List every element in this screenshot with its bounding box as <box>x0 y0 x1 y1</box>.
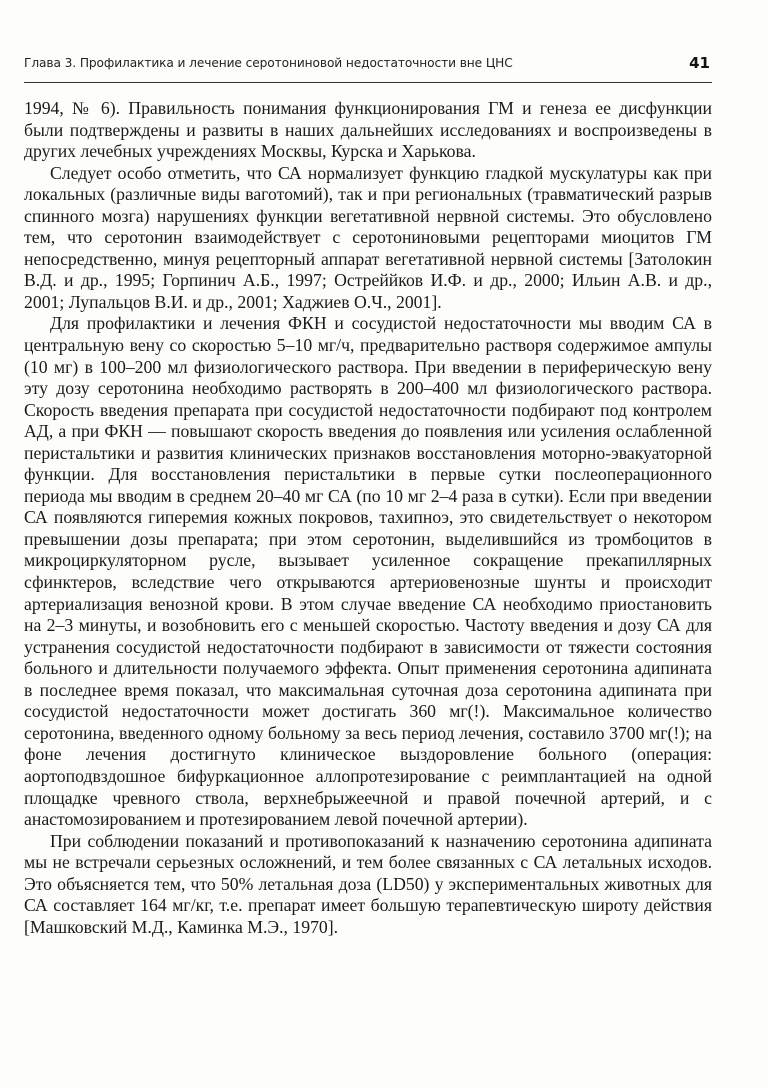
paragraph-safety: При соблюдении показаний и противопоказаний к назначению серотонина адипината мы не встречали серьезных осложнений, и тем более связанных с СА летальных исходов. Это объясняется тем, что 50% летальная доза (LD50) у экспериментальных животных для СА составляет 164 мг/кг, т.е. препарат имеет большую терапевтическую широту действия [Машковский М.Д., Каминка М.Э., 1970]. <box>24 830 712 937</box>
paragraph-smooth-muscle: Следует особо отметить, что СА нормализует функцию гладкой мускулатуры как при локальных (различные виды ваготомий), так и при региональных (травматический разрыв спинного мозга) нарушениях функции вегетативной нервной системы. Это обусловлено тем, что серотонин взаимодействует с серотониновыми рецепторами миоцитов ГМ непосредственно, минуя рецепторный аппарат вегетативной нервной системы [Затолокин В.Д. и др., 1995; Горпинич А.Б., 1997; Остреййков И.Ф. и др., 2000; Ильин А.В. и др., 2001; Лупальцов В.И. и др., 2001; Хаджиев О.Ч., 2001]. <box>24 162 712 312</box>
paragraph-dosing: Для профилактики и лечения ФКН и сосудистой недостаточности мы вводим СА в центральную вену со скоростью 5–10 мг/ч, предварительно растворя содержимое ампулы (10 мг) в 100–200 мл физиологического раствора. При введении в периферическую вену эту дозу серотонина необходимо растворять в 200–400 мл физиологического раствора. Скорость введения препарата при сосудистой недостаточности подбирают под контролем АД, а при ФКН — повышают скорость введения до появления или усиления ослабленной перистальтики и развития клинических признаков восстановления моторно-эвакуаторной функции. Для восстановления перистальтики в первые сутки послеоперационного периода мы вводим в среднем 20–40 мг СА (по 10 мг 2–4 раза в сутки). Если при введении СА появляются гиперемия кожных покровов, тахипноэ, это свидетельствует о некотором превышении дозы препарата; при этом серотонин, выделившийся из тромбоцитов в микроциркуляторном русле, вызывает усиленное сокращение прекапиллярных сфинктеров, вследствие чего открываются артериовенозные шунты и происходит артериализация венозной крови. В этом случае введение СА необходимо приостановить на 2–3 минуты, и возобновить его с меньшей скоростью. Частоту введения и дозу СА для устранения сосудистой недостаточности подбирают в зависимости от тяжести состояния больного и длительности получаемого эффекта. Опыт применения серотонина адипината в последнее время показал, что максимальная суточная доза серотонина адипината при сосудистой недостаточности может достигать 360 мг(!). Максимальное количество серотонина, введенного одному больному за весь период лечения, составило 3700 мг(!); на фоне лечения достигнуто клиническое выздоровление больного (операция: аортоподвздошное бифуркационное аллопротезирование с реимплантацией на одной площадке чревного ствола, верхнебрыжеечной и правой почечной артерий, и с анастомозированием и протезированием левой почечной артерии). <box>24 313 712 830</box>
page-body <box>24 98 712 938</box>
header-divider <box>24 82 712 83</box>
chapter-title: Глава 3. Профилактика и лечение серотониновой недостаточности вне ЦНС <box>24 56 513 70</box>
page-number: 41 <box>689 54 710 72</box>
paragraph-continuation: 1994, № 6). Правильность понимания функционирования ГМ и генеза ее дисфункции были подтверждены и развиты в наших дальнейших исследованиях и воспроизведены в других лечебных учреждениях Москвы, Курска и Харькова. <box>24 98 712 162</box>
running-header <box>24 54 710 84</box>
